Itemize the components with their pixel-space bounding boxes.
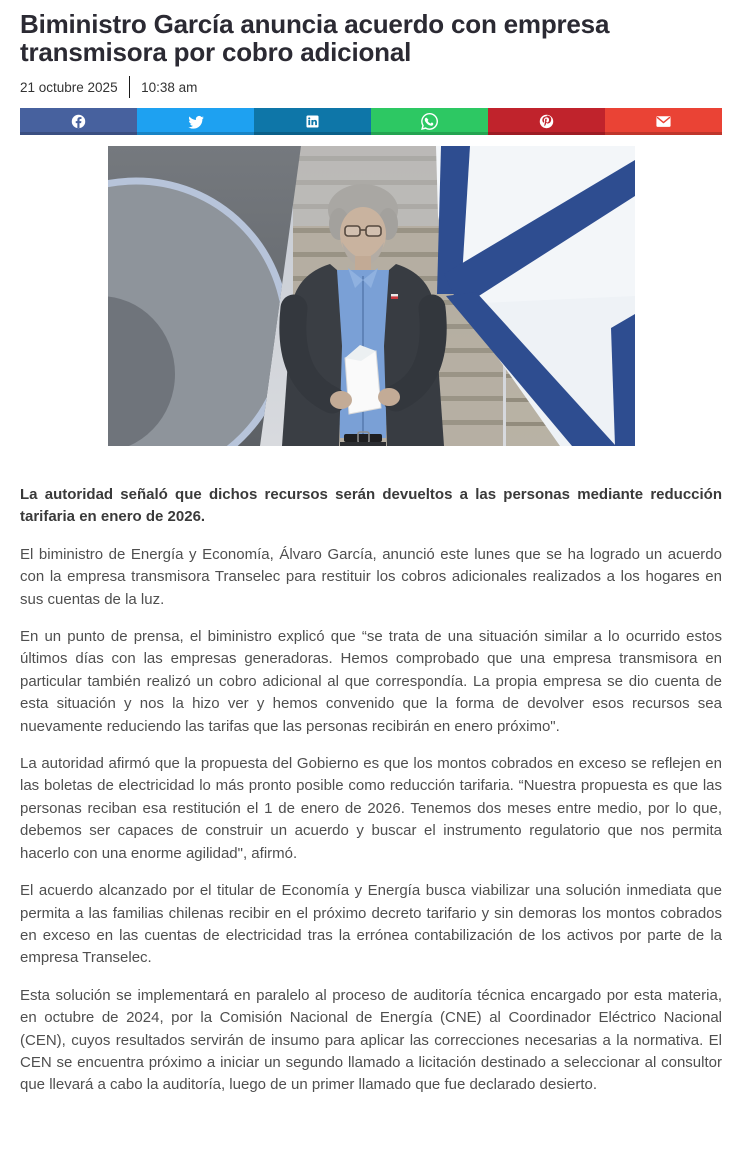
article-image-container: [20, 146, 722, 446]
share-buttons-row: [20, 108, 722, 135]
share-whatsapp-button[interactable]: [371, 108, 488, 135]
article-paragraph: El biministro de Energía y Economía, Álvaro García, anunció este lunes que se ha logrado un acuerdo con la empresa transmisora Transelec para restituir los cobros adicionales realizados a los hogares en sus cuentas de la luz.: [20, 545, 722, 608]
article-paragraph: En un punto de prensa, el biministro explicó que “se trata de una situación similar a lo ocurrido estos últimos días con las empresas generadoras. Hemos comprobado que una empresa transmisora en particular también realizó un cobro adicional al que correspondía. La propia empresa se dio cuenta de esta situación y nos la hizo ver y hemos convenido que la forma de devolver esos recursos sea nuevamente reduciendo las tarifas que las personas recibirán en enero próximo".: [20, 628, 722, 735]
pinterest-icon: [538, 113, 555, 130]
share-email-button[interactable]: [605, 108, 722, 135]
article-lead: La autoridad señaló que dichos recursos serán devueltos a las personas mediante reducción tarifaria en enero de 2026.: [20, 486, 722, 526]
page-title: Biministro García anuncia acuerdo con empresa transmisora por cobro adicional: [20, 9, 610, 67]
twitter-icon: [187, 113, 204, 130]
meta-divider: [129, 76, 131, 98]
share-pinterest-button[interactable]: [488, 108, 605, 135]
facebook-icon: [70, 113, 87, 130]
article-image: [108, 146, 635, 446]
share-twitter-button[interactable]: [137, 108, 254, 135]
article-meta: [20, 76, 722, 98]
article-time: 10:38 am: [141, 79, 198, 95]
article-paragraph: Esta solución se implementará en paralelo al proceso de auditoría técnica encargado por esta materia, en octubre de 2024, por la Comisión Nacional de Energía (CNE) al Coordinador Eléctrico Nacional (CEN), cuyos resultados servirán de insumo para aplicar las correcciones necesarias a la normativa. El CEN se encuentra próximo a iniciar un segundo llamado a licitación destinado a seleccionar al consultor que llevará a cabo la auditoría, luego de un primer llamado que fue declarado desierto.: [20, 986, 722, 1094]
linkedin-icon: [304, 113, 321, 130]
whatsapp-icon: [421, 113, 438, 130]
article-date: 21 octubre 2025: [20, 79, 118, 95]
email-icon: [655, 113, 672, 130]
share-facebook-button[interactable]: [20, 108, 137, 135]
article-paragraph: La autoridad afirmó que la propuesta del Gobierno es que los montos cobrados en exceso se reflejen en las boletas de electricidad lo más pronto posible como reducción tarifaria. “Nuestra propuesta es que las personas reciban esa restitución el 1 de enero de 2026. Tenemos dos meses entre medio, por lo que, debemos ser capaces de construir un acuerdo y buscar el instrumento regulatorio que nos permita hacerlo con una enorme agilidad", afirmó.: [20, 755, 722, 862]
article-paragraph: El acuerdo alcanzado por el titular de Economía y Energía busca viabilizar una solución inmediata que permita a las familias chilenas recibir en el próximo decreto tarifario y sin demoras los montos cobrados en exceso en las cuentas de electricidad tras la errónea contabilización de los activos por parte de la empresa Transelec.: [20, 882, 722, 967]
share-linkedin-button[interactable]: [254, 108, 371, 135]
